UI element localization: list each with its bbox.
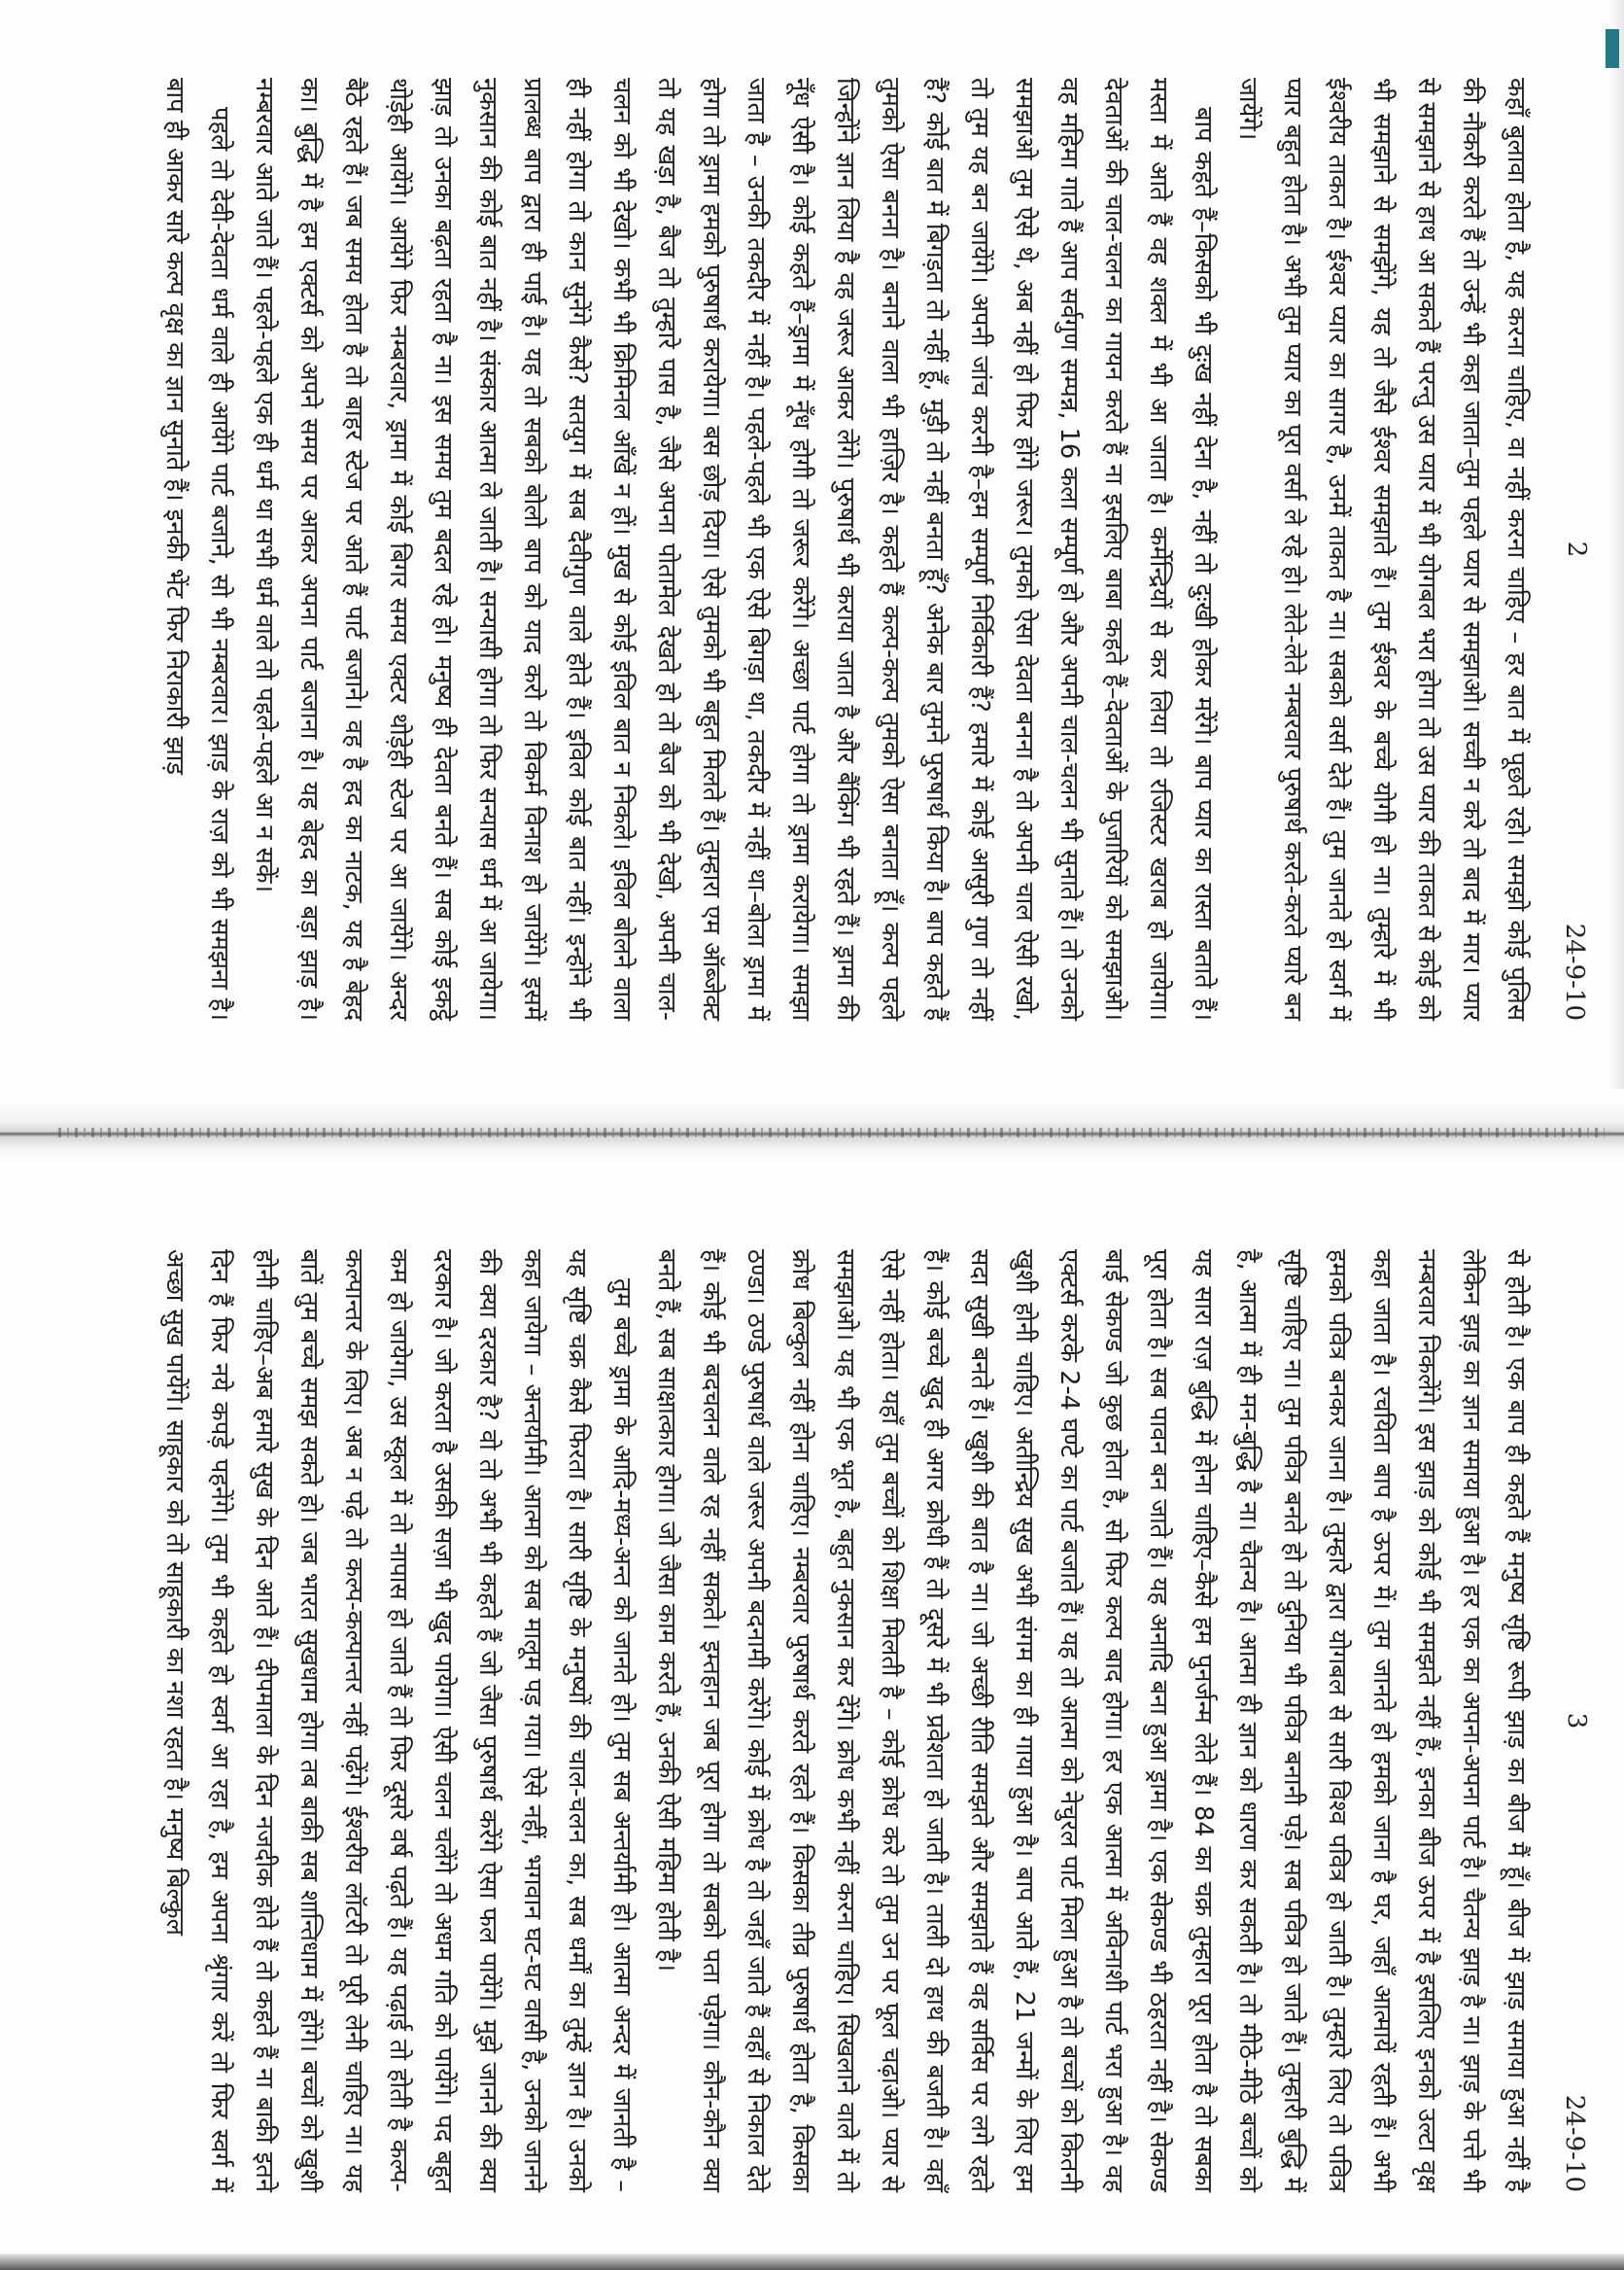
right-page-date: 24-9-10: [1560, 2094, 1589, 2192]
left-page-number: 2: [1562, 541, 1591, 558]
left-paragraph-3: पहले तो देवी-देवता धर्म वाले ही आयेंगे पार्ट बजाने, सो भी नम्बरवार। झाड़ के राज़ को भी समझना है। बाप ही आकर सारे कल्प वृक्ष का ज्ञान सुनाते हैं। इनकी भेंट फिर निराकारी झाड़: [160, 78, 234, 1021]
scan-bottom-edge: [0, 2253, 1624, 2270]
right-page-number: 3: [1562, 1712, 1591, 1729]
page-gutter: [0, 1099, 1624, 1167]
left-paragraph-1: कहाँ बुलावा होता है, यह करना चाहिए, वा नहीं करना चाहिए – हर बात में पूछते रहो। समझो कोई पुलिस की नौकरी करते हैं तो उन्हें भी कहा जाता–तुम पहले प्यार से समझाओ। सच्ची न करे तो बाद में मार। प्यार से समझाने से हाथ आ सकते हैं परन्तु उस प्यार में भी योगबल भरा होगा तो उस प्यार की ताकत से कोई को भी समझाने से समझेंगे, यह तो जैसे ईश्वर समझाते हैं। तुम ईश्वर के बच्चे योगी हो ना। तुम्हारे में भी ईश्वरीय ताकत है। ईश्वर प्यार का सागर है, उनमें ताकत है ना। सबको वर्सा देते हैं। तुम जानते हो स्वर्ग में प्यार बहुत होता है। अभी तुम प्यार का पूरा वर्सा ले रहे हो। लेते-लेते नम्बरवार पुरुषार्थ करते-करते प्यारे बन जायेंगे।: [1233, 78, 1531, 1021]
left-page-date: 24-9-10: [1560, 923, 1589, 1021]
left-page-header: [1538, 78, 1601, 1021]
scan-edge-shadow: [1608, 0, 1624, 1089]
right-paragraph-1: से होती है। एक बाप ही कहते हैं मनुष्य सृष्टि रूपी झाड़ का बीज मैं हूँ। बीज में झाड़ समाया हुआ नहीं है लेकिन झाड़ का ज्ञान समाया हुआ है। हर एक का अपना-अपना पार्ट है। चैतन्य झाड़ है ना। झाड़ के पत्ते भी नम्बरवार निकलेंगे। इस झाड़ को कोई भी समझते नहीं हैं, इनका बीज ऊपर में है इसलिए इनको उल्टा वृक्ष कहा जाता है। रचयिता बाप है ऊपर में। तुम जानते हो हमको जाना है घर, जहाँ आत्मायें रहती हैं। अभी हमको पवित्र बनकर जाना है। तुम्हारे द्वारा योगबल से सारी विश्व पवित्र हो जाती है। तुम्हारे लिए तो पवित्र सृष्टि चाहिए ना। तुम पवित्र बनते हो तो दुनिया भी पवित्र बनानी पड़े। सब पवित्र हो जाते हैं। तुम्हारी बुद्धि में है, आत्मा में ही मन-बुद्धि है ना। चैतन्य है। आत्मा ही ज्ञान को धारण कर सकती है। तो मीठे-मीठे बच्चों को यह सारा राज़ बुद्धि में होना चाहिए–कैसे हम पुनर्जन्म लेते हैं। 84 का चक्र तुम्हारा पूरा होता है तो सबका पूरा होता है। सब पावन बन जाते हैं। यह अनादि बना हुआ ड्रामा है। एक सेकण्ड भी ठहरता नहीं है। सेकण्ड बाई सेकण्ड जो कुछ होता है, सो फिर कल्प बाद होगा। हर एक आत्मा में अविनाशी पार्ट भरा हुआ है। वह एक्टर्स करके 2-4 घण्टे का पार्ट बजाते हैं। यह तो आत्मा को नेचुरल पार्ट मिला हुआ है तो बच्चों को कितनी खुशी होनी चाहिए। अतीन्द्रिय सुख अभी संगम का ही गाया हुआ है। बाप आते हैं, 21 जन्मों के लिए हम सदा सुखी बनते हैं। खुशी की बात है ना। जो अच्छी रीति समझते और समझाते हैं वह सर्विस पर लगे रहते हैं। कोई बच्चे खुद ही अगर क्रोधी हैं तो दूसरे में भी प्रवेशता हो जाती है। ताली दो हाथ की बजती है। वहाँ ऐसे नहीं होता। यहाँ तुम बच्चों को शिक्षा मिलती है – कोई क्रोध करे तो तुम उन पर फूल चढ़ाओ। प्यार से समझाओ। यह भी एक भूत है, बहुत नुकसान कर देंगे। क्रोध कभी नहीं करना चाहिए। सिखलाने वाले में तो क्रोध बिल्कुल नहीं होना चाहिए। नम्बरवार पुरुषार्थ करते रहते हैं। किसका तीव्र पुरुषार्थ होता है, किसका ठण्डा। ठण्डे पुरुषार्थ वाले जरूर अपनी बदनामी करेंगे। कोई में क्रोध है तो जहाँ जाते हैं वहाँ से निकाल देते हैं। कोई भी बदचलन वाले रह नहीं सकते। इम्तहान जब पूरा होगा तो सबको पता पड़ेगा। कौन-कौन क्या बनते हैं, सब साक्षात्कार होगा। जो जैसा काम करते हैं, उनकी ऐसी महिमा होती है।: [652, 1249, 1531, 2192]
right-page: [0, 1171, 1624, 2270]
right-page-header: [1538, 1249, 1601, 2192]
scan-edge-tab: [1606, 29, 1619, 68]
right-paragraph-2: तुम बच्चे ड्रामा के आदि-मध्य-अन्त को जानते हो। तुम सब अन्तर्यामी हो। आत्मा अन्दर में जानती है – यह सृष्टि चक्र कैसे फिरता है। सारी सृष्टि के मनुष्यों की चाल-चलन का, सब धर्मों का तुम्हें ज्ञान है। उनको कहा जायेगा – अन्तर्यामी। आत्मा को सब मालूम पड़ गया। ऐसे नहीं, भगवान घट-घट वासी है, उनको जानने की क्या दरकार है? वो तो अभी भी कहते हैं जो जैसा पुरुषार्थ करेंगे ऐसा फल पायेंगे। मुझे जानने की क्या दरकार है। जो करता है उसकी सज़ा भी खुद पायेगा। ऐसी चलन चलेंगे तो अधम गति को पायेंगे। पद बहुत कम हो जायेगा, उस स्कूल में तो नापास हो जाते हैं तो फिर दूसरे वर्ष पढ़ते हैं। यह पढ़ाई तो होती है कल्प-कल्पान्तर के लिए। अब न पढ़े तो कल्प-कल्पान्तर नहीं पढ़ेंगे। ईश्वरीय लॉटरी तो पूरी लेनी चाहिए ना। यह बातें तुम बच्चे समझ सकते हो। जब भारत सुखधाम होगा तब बाकी सब शान्तिधाम में होंगे। बच्चों को खुशी होनी चाहिए–अब हमारे सुख के दिन आते हैं। दीपमाला के दिन नजदीक होते हैं तो कहते हैं ना बाकी इतने दिन हैं फिर नये कपड़े पहनेंगे। तुम भी कहते हो स्वर्ग आ रहा है, हम अपना श्रृंगार करें तो फिर स्वर्ग में अच्छा सुख पायेंगे। साहूकार को तो साहूकारी का नशा रहता है। मनुष्य बिल्कुल: [160, 1249, 637, 2192]
left-paragraph-2: बाप कहते हैं–किसको भी दुःख नहीं देना है, नहीं तो दुःखी होकर मरेंगे। बाप प्यार का रास्ता बताते हैं। मस्ता में आते हैं वह शक्ल में भी आ जाता है। कर्मेन्द्रियों से कर लिया तो रजिस्टर खराब हो जायेगा। देवताओं की चाल-चलन का गायन करते हैं ना इसलिए बाबा कहते हैं–देवताओं के पुजारियों को समझाओ। वह महिमा गाते हैं आप सर्वगुण सम्पन्न, 16 कला सम्पूर्ण हो और अपनी चाल-चलन भी सुनाते हैं। तो उनको समझाओ तुम ऐसे थे, अब नहीं हो फिर होंगे जरूर। तुमको ऐसा देवता बनना है तो अपनी चाल ऐसी रखो, तो तुम यह बन जायेंगे। अपनी जांच करनी है–हम सम्पूर्ण निर्विकारी हैं? हमारे में कोई आसुरी गुण तो नहीं हैं? कोई बात में बिगड़ता तो नहीं हूँ, मुड़ी तो नहीं बनता हूँ? अनेक बार तुमने पुरुषार्थ किया है। बाप कहते हैं तुमको ऐसा बनना है। बनाने वाला भी हाज़िर है। कहते हैं कल्प-कल्प तुमको ऐसा बनाता हूँ। कल्प पहले जिन्होंने ज्ञान लिया है वह जरूर आकर लेंगे। पुरुषार्थ भी कराया जाता है और बैंकिंग भी रहते हैं। ड्रामा की नूँध ऐसी है। कोई कहते हैं–ड्रामा में नूँध होगी तो जरूर करेंगे। अच्छा पार्ट होगा तो ड्रामा करायेगा। समझा जाता है – उनकी तकदीर में नहीं है। पहले-पहले भी एक ऐसे बिगड़ा था, तकदीर में नहीं था–बोला ड्रामा में होगा तो ड्रामा हमको पुरुषार्थ करायेगा। बस छोड़ दिया। ऐसे तुमको भी बहुत मिलते हैं। तुम्हारा एम ऑब्जेक्ट तो यह खड़ा है, बैज तो तुम्हारे पास है, जैसे अपना पोतामेल देखते हो तो बैज को भी देखो, अपनी चाल-चलन को भी देखो। कभी भी क्रिमिनल आँखें न हों। मुख से कोई इविल बात न निकले। इविल बोलने वाला ही नहीं होगा तो कान सुनेंगे कैसे? सतयुग में सब दैवीगुण वाले होते हैं। इविल कोई बात नहीं। इन्होंने भी प्रालब्ध बाप द्वारा ही पाई है। यह तो सबको बोलो बाप को याद करो तो विकर्म विनाश हो जायेंगे। इसमें नुकसान की कोई बात नहीं है। संस्कार आत्मा ले जाती है। सन्यासी होगा तो फिर सन्यास धर्म में आ जायेगा। झाड़ तो उनका बढ़ता रहता है ना। इस समय तुम बदल रहे हो। मनुष्य ही देवता बनते हैं। सब कोई इकट्ठे थोड़ेही आयेंगे। आयेंगे फिर नम्बरवार, ड्रामा में कोई बिगर समय एक्टर थोड़ेही स्टेज पर आ जायेंगे। अन्दर बैठे रहते हैं। जब समय होता है तो बाहर स्टेज पर आते हैं पार्ट बजाने। वह है हद का नाटक, यह है बेहद का। बुद्धि में है हम एक्टर्स को अपने समय पर आकर अपना पार्ट बजाना है। यह बेहद का बड़ा झाड़ है। नम्बरवार आते जाते हैं। पहले-पहले एक ही धर्म था सभी धर्म वाले तो पहले-पहले आ न सकें।: [250, 78, 1218, 1021]
left-page: [0, 0, 1624, 1099]
gutter-scan-noise: [58, 1128, 1605, 1137]
